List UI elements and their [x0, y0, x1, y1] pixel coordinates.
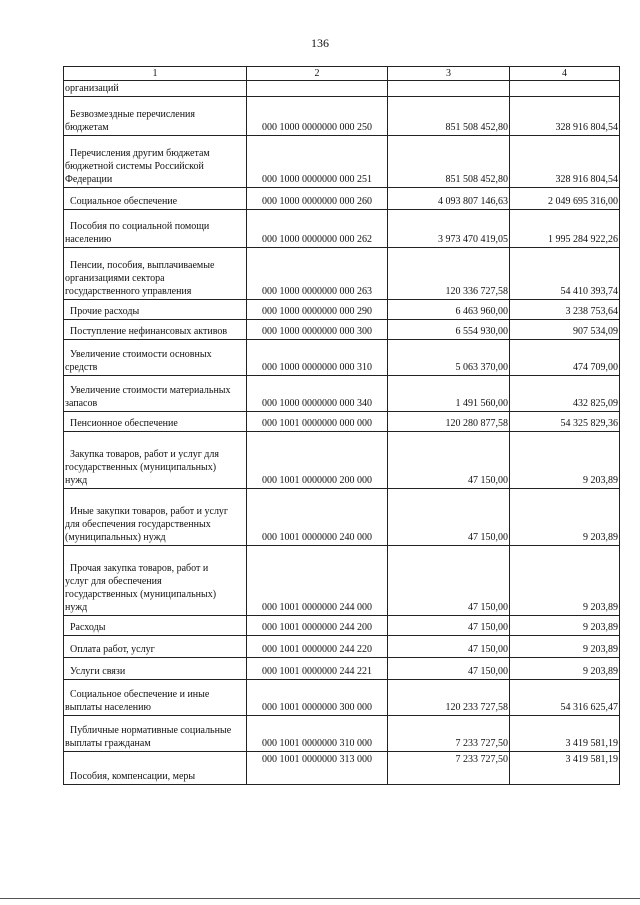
table-row	[64, 320, 620, 340]
row-code: 000 1001 0000000 244 200	[247, 616, 388, 636]
row-name: Пособия по социальной помощи населению	[64, 210, 247, 248]
row-value-col3: 7 233 727,50	[388, 752, 510, 785]
row-name: Закупка товаров, работ и услуг для государственных (муниципальных) нужд	[64, 432, 247, 489]
table-body	[64, 81, 620, 785]
row-value-col4: 9 203,89	[510, 616, 620, 636]
row-code: 000 1001 0000000 000 000	[247, 412, 388, 432]
row-value-col4: 9 203,89	[510, 546, 620, 616]
row-code: 000 1000 0000000 000 263	[247, 248, 388, 300]
row-value-col4: 9 203,89	[510, 658, 620, 680]
row-value-col3: 47 150,00	[388, 658, 510, 680]
row-value-col4	[510, 81, 620, 97]
row-value-col4: 432 825,09	[510, 376, 620, 412]
row-value-col3: 120 336 727,58	[388, 248, 510, 300]
row-value-col4: 1 995 284 922,26	[510, 210, 620, 248]
row-name: Социальное обеспечение	[64, 188, 247, 210]
row-code	[247, 81, 388, 97]
row-value-col3: 120 233 727,58	[388, 680, 510, 716]
row-name: Безвозмездные перечисления бюджетам	[64, 97, 247, 136]
row-code: 000 1001 0000000 244 000	[247, 546, 388, 616]
row-code: 000 1001 0000000 240 000	[247, 489, 388, 546]
table-row	[64, 432, 620, 489]
row-name: организаций	[64, 81, 247, 97]
row-value-col4: 54 410 393,74	[510, 248, 620, 300]
table-row	[64, 412, 620, 432]
row-code: 000 1001 0000000 300 000	[247, 680, 388, 716]
row-value-col3: 5 063 370,00	[388, 340, 510, 376]
row-value-col4: 9 203,89	[510, 636, 620, 658]
row-value-col4: 907 534,09	[510, 320, 620, 340]
row-value-col3: 47 150,00	[388, 546, 510, 616]
table-row	[64, 616, 620, 636]
row-name: Оплата работ, услуг	[64, 636, 247, 658]
table-row	[64, 300, 620, 320]
table-row	[64, 680, 620, 716]
row-name: Поступление нефинансовых активов	[64, 320, 247, 340]
table-row	[64, 97, 620, 136]
column-header-3: 3	[388, 67, 510, 81]
row-value-col4: 54 325 829,36	[510, 412, 620, 432]
column-header-2: 2	[247, 67, 388, 81]
table-row	[64, 636, 620, 658]
row-name: Перечисления другим бюджетам бюджетной системы Российской Федерации	[64, 136, 247, 188]
row-value-col3: 47 150,00	[388, 432, 510, 489]
row-name: Иные закупки товаров, работ и услуг для обеспечения государственных (муниципальных) нужд	[64, 489, 247, 546]
page-bottom-rule	[0, 898, 640, 899]
row-value-col3: 851 508 452,80	[388, 97, 510, 136]
row-code: 000 1000 0000000 000 250	[247, 97, 388, 136]
row-code: 000 1001 0000000 313 000	[247, 752, 388, 785]
table-row	[64, 376, 620, 412]
row-value-col3: 7 233 727,50	[388, 716, 510, 752]
row-value-col3	[388, 81, 510, 97]
row-code: 000 1000 0000000 000 251	[247, 136, 388, 188]
row-value-col3: 120 280 877,58	[388, 412, 510, 432]
row-value-col3: 47 150,00	[388, 616, 510, 636]
row-name: Расходы	[64, 616, 247, 636]
row-name: Увеличение стоимости материальных запасов	[64, 376, 247, 412]
row-value-col3: 47 150,00	[388, 489, 510, 546]
table-row	[64, 188, 620, 210]
row-name: Публичные нормативные социальные выплаты гражданам	[64, 716, 247, 752]
row-value-col3: 3 973 470 419,05	[388, 210, 510, 248]
column-header-4: 4	[510, 67, 620, 81]
row-value-col4: 9 203,89	[510, 432, 620, 489]
row-code: 000 1000 0000000 000 310	[247, 340, 388, 376]
table-header-row	[64, 67, 620, 81]
row-value-col4: 9 203,89	[510, 489, 620, 546]
page-number: 136	[311, 36, 329, 50]
row-value-col4: 54 316 625,47	[510, 680, 620, 716]
row-code: 000 1001 0000000 200 000	[247, 432, 388, 489]
table-row	[64, 489, 620, 546]
row-value-col3: 4 093 807 146,63	[388, 188, 510, 210]
row-value-col3: 6 554 930,00	[388, 320, 510, 340]
row-name: Пособия, компенсации, меры	[64, 752, 247, 785]
row-code: 000 1001 0000000 244 221	[247, 658, 388, 680]
row-name: Услуги связи	[64, 658, 247, 680]
row-code: 000 1000 0000000 000 290	[247, 300, 388, 320]
table-row	[64, 210, 620, 248]
row-name: Социальное обеспечение и иные выплаты населению	[64, 680, 247, 716]
table-row	[64, 136, 620, 188]
column-header-1: 1	[64, 67, 247, 81]
row-name: Пенсии, пособия, выплачиваемые организациями сектора государственного управления	[64, 248, 247, 300]
row-name: Прочие расходы	[64, 300, 247, 320]
table-row	[64, 658, 620, 680]
row-value-col3: 47 150,00	[388, 636, 510, 658]
row-name: Пенсионное обеспечение	[64, 412, 247, 432]
row-value-col3: 851 508 452,80	[388, 136, 510, 188]
row-value-col4: 3 419 581,19	[510, 716, 620, 752]
row-value-col3: 6 463 960,00	[388, 300, 510, 320]
row-value-col4: 328 916 804,54	[510, 136, 620, 188]
row-code: 000 1000 0000000 000 260	[247, 188, 388, 210]
table-row	[64, 248, 620, 300]
budget-table	[63, 66, 620, 785]
table-row	[64, 716, 620, 752]
table-row	[64, 752, 620, 785]
row-value-col3: 1 491 560,00	[388, 376, 510, 412]
row-value-col4: 2 049 695 316,00	[510, 188, 620, 210]
row-value-col4: 3 419 581,19	[510, 752, 620, 785]
table-row	[64, 81, 620, 97]
row-value-col4: 328 916 804,54	[510, 97, 620, 136]
row-code: 000 1000 0000000 000 262	[247, 210, 388, 248]
row-code: 000 1001 0000000 310 000	[247, 716, 388, 752]
row-value-col4: 3 238 753,64	[510, 300, 620, 320]
row-name: Прочая закупка товаров, работ и услуг для обеспечения государственных (муниципальных) нужд	[64, 546, 247, 616]
row-code: 000 1000 0000000 000 300	[247, 320, 388, 340]
row-name: Увеличение стоимости основных средств	[64, 340, 247, 376]
table-row	[64, 340, 620, 376]
row-value-col4: 474 709,00	[510, 340, 620, 376]
table-row	[64, 546, 620, 616]
row-code: 000 1000 0000000 000 340	[247, 376, 388, 412]
row-code: 000 1001 0000000 244 220	[247, 636, 388, 658]
